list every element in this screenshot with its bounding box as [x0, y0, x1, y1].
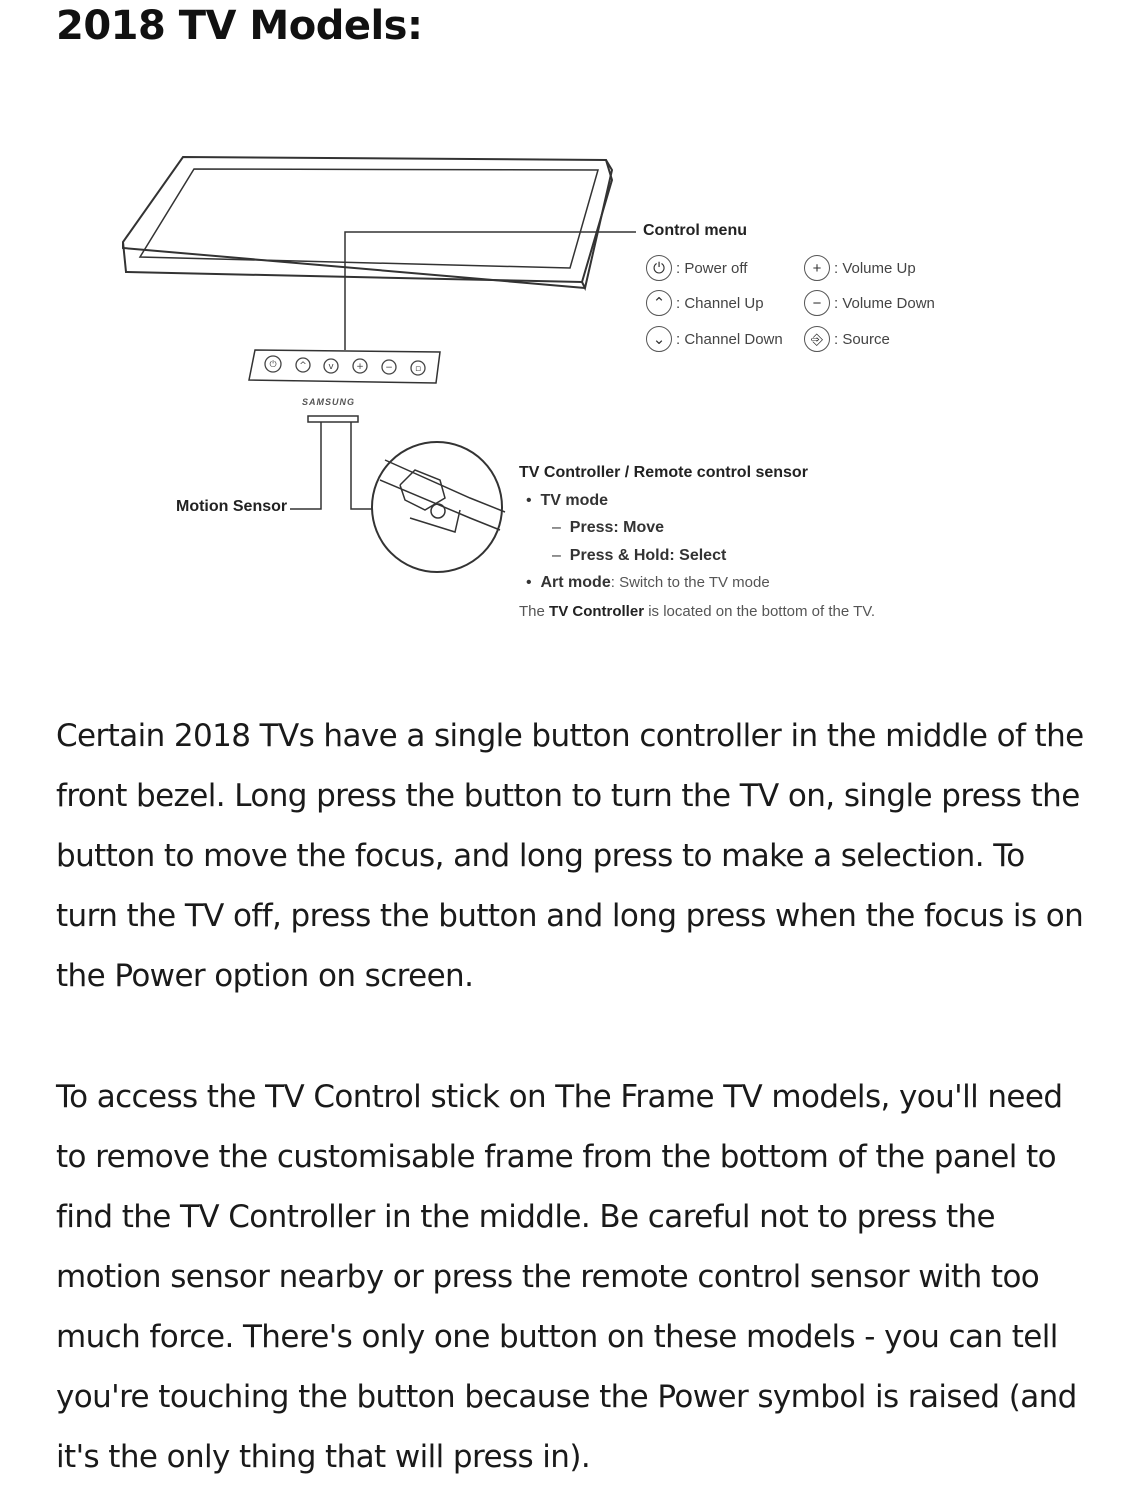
page-title: 2018 TV Models:: [56, 3, 423, 49]
legend-channel-up: ⌃ : Channel Up: [646, 290, 764, 316]
svg-text:+: +: [356, 362, 364, 372]
svg-text:−: −: [385, 363, 393, 373]
legend-volume-down: − : Volume Down: [804, 290, 935, 316]
legend-volume-up: + : Volume Up: [804, 255, 916, 281]
legend-channel-down: ⌄ : Channel Down: [646, 326, 783, 352]
motion-sensor-label: Motion Sensor: [176, 498, 288, 515]
chevron-down-icon: ⌄: [646, 326, 672, 352]
power-icon: ⏻: [646, 255, 672, 281]
legend-power-off: ⏻ : Power off: [646, 255, 747, 281]
press-move-item: – Press: Move: [552, 519, 665, 536]
paragraph-single-button: Certain 2018 TVs have a single button controller in the middle of the front bezel. Long press the button to turn the TV on, single press the button to move the focus, and long press to make a selection. To turn the TV off, press the button and long press when the focus is on the Power option on screen.: [56, 718, 1084, 994]
svg-text:▫: ▫: [414, 364, 422, 374]
controller-location-note: The TV Controller is located on the bottom of the TV.: [519, 603, 876, 620]
tv-diagram: [0, 140, 1125, 660]
source-icon: ⎆: [804, 326, 830, 352]
tv-mode-item: • TV mode: [526, 492, 609, 509]
paragraph-frame-tv: To access the TV Control stick on The Frame TV models, you'll need to remove the customisable frame from the bottom of the panel to find the TV Controller in the middle. Be careful not to press the motion sensor nearby or press the remote control sensor with too much force. There's only one button on these models - you can tell you're touching the button because the Power symbol is raised (and it's the only thing that will press in).: [56, 1079, 1077, 1475]
samsung-logo: SAMSUNG: [302, 397, 356, 407]
minus-icon: −: [804, 290, 830, 316]
chevron-up-icon: ⌃: [646, 290, 672, 316]
press-hold-item: – Press & Hold: Select: [552, 547, 727, 564]
control-menu-title: Control menu: [643, 222, 747, 239]
art-mode-item: • Art mode: Switch to the TV mode: [526, 574, 770, 591]
zoom-circle: [372, 442, 502, 572]
tv-screen: [140, 169, 598, 268]
legend-source: ⎆ : Source: [804, 326, 890, 352]
svg-text:⏻: ⏻: [269, 360, 277, 370]
svg-text:^: ^: [299, 361, 307, 371]
controller-stick-icon: [431, 504, 445, 518]
plus-icon: +: [804, 255, 830, 281]
svg-text:v: v: [328, 362, 334, 372]
controller-title: TV Controller / Remote control sensor: [519, 464, 808, 481]
